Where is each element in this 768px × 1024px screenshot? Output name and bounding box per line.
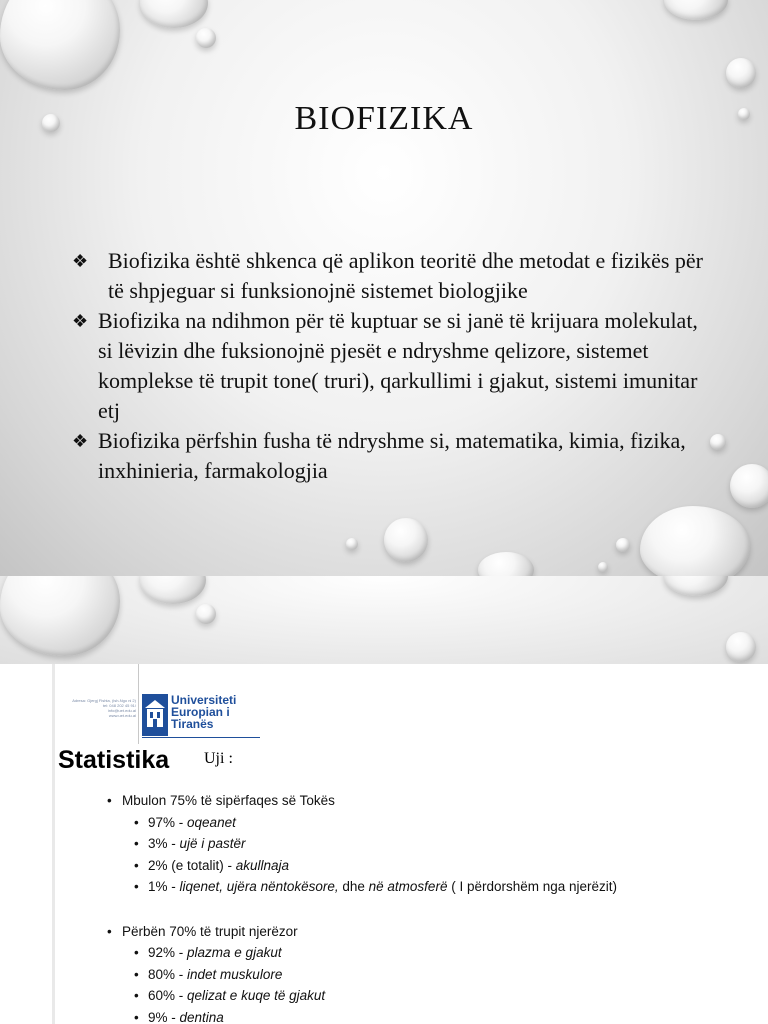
list-subitem: • 2% (e totalit) - akullnaja [134,857,290,873]
university-building-icon [142,694,168,736]
stat-label: liqenet, ujëra nëntokësore, [179,879,339,894]
stat-value: 60% - [148,988,188,1003]
diamond-bullet-icon: ❖ [72,251,89,271]
logo-underline [142,737,260,738]
stat-value: 1% - [148,879,180,894]
stat-label: indet muskulore [187,966,283,982]
list-subitem: • 9% - dentina [134,1009,224,1024]
stat-value: 92% - [148,945,188,960]
water-drop-decoration [384,518,428,562]
contact-line: www.uet.edu.al [108,713,136,718]
water-drop-decoration [664,576,728,596]
water-drop-decoration [598,562,608,572]
diamond-bullet-icon: ❖ [72,311,89,331]
water-drop-decoration [664,0,728,20]
water-drop-decoration [346,538,358,550]
water-drop-decoration [616,538,630,552]
water-drop-decoration [196,604,216,624]
water-drop-decoration [730,464,768,508]
stat-value: 80% - [148,966,188,982]
bullet-list [72,246,712,486]
stat-value: 97% - [148,814,188,830]
water-drop-decoration [196,28,216,48]
section-subheading: Uji : [204,750,233,767]
logo-line: Tiranës [171,717,214,731]
list-subitem: • 80% - indet muskulore [134,966,283,982]
slide-title: BIOFIZIKA [294,100,474,137]
water-drop-decoration [0,576,120,656]
bullet-item [72,426,712,486]
water-drop-decoration [640,506,750,576]
water-drop-decoration [726,58,756,88]
list-lead: Mbulon 75% të sipërfaqes së Tokës [122,793,335,808]
section-heading: Statistika [58,746,170,774]
list-lead: Përbën 70% të trupit njerëzor [122,923,298,939]
stat-value: 9% - [148,1009,180,1024]
university-logo [142,694,236,736]
university-name [171,694,236,730]
list-item: • Përbën 70% të trupit njerëzor [107,923,298,939]
diamond-bullet-icon: ❖ [72,431,89,451]
list-subitem: • 3% - ujë i pastër [134,836,246,851]
statistics-list [52,790,768,1024]
stat-label: dentina [179,1009,224,1024]
stat-value: 3% - [148,836,180,851]
water-drop-decoration [140,576,206,604]
bullet-item [72,246,712,306]
stat-value: 2% (e totalit) - [148,857,236,873]
contact-line: tel: 048 202 45 91/ [102,703,136,708]
slide-2-background [0,576,768,664]
stat-label: plazma e gjakut [187,945,282,960]
water-drop-decoration [710,434,726,450]
list-subitem: • 97% - oqeanet [134,814,236,830]
water-drop-decoration [726,632,756,662]
stat-label: akullnaja [235,857,290,873]
statistics-document [52,664,768,1024]
list-subitem: • 1% - liqenet, ujëra nëntokësore, dhe në atmosferë ( I përdorshëm nga njerëzit) [134,879,618,894]
bullet-text: Biofizika është shkenca që aplikon teoritë dhe metodat e fizikës për të shpjeguar si funksionojnë sistemet biologjike [108,248,703,303]
bullet-text: Biofizika na ndihmon për të kuptuar se si janë të krijuara molekulat, si lëvizin dhe fuksionojnë pjesët e ndryshme qelizore, sistemet komplekse të trupit tone( truri), qarkullimi i gjakut, sistemi imunitar etj [98,308,698,423]
stat-label: ujë i pastër [179,836,246,851]
stat-note: ( I përdorshëm nga njerëzit) [447,879,618,894]
stat-label: qelizat e kuqe të gjakut [187,988,326,1003]
header-divider [138,664,139,744]
stat-label: në atmosferë [368,879,448,894]
list-subitem: • 60% - qelizat e kuqe të gjakut [134,988,326,1003]
logo-line: Universiteti [171,693,237,707]
stat-connector: dhe [338,879,369,894]
contact-line: Adresa: Gjergj Fishta, (ish-Ngo ni 2) [72,698,136,703]
water-drop-decoration [140,0,208,28]
stat-label: oqeanet [187,814,236,830]
contact-line: info@uet.edu.al [107,708,136,713]
water-drop-decoration [478,552,534,576]
water-drop-decoration [0,0,120,90]
bullet-item [72,306,712,426]
contact-info [64,698,136,718]
logo-line: Europian i [171,705,230,719]
bullet-text: Biofizika përfshin fusha të ndryshme si, matematika, kimia, fizika, inxhinieria, farmakologjia [98,428,686,483]
list-item: • Mbulon 75% të sipërfaqes së Tokës [107,793,335,808]
list-subitem: • 92% - plazma e gjakut [134,945,282,960]
